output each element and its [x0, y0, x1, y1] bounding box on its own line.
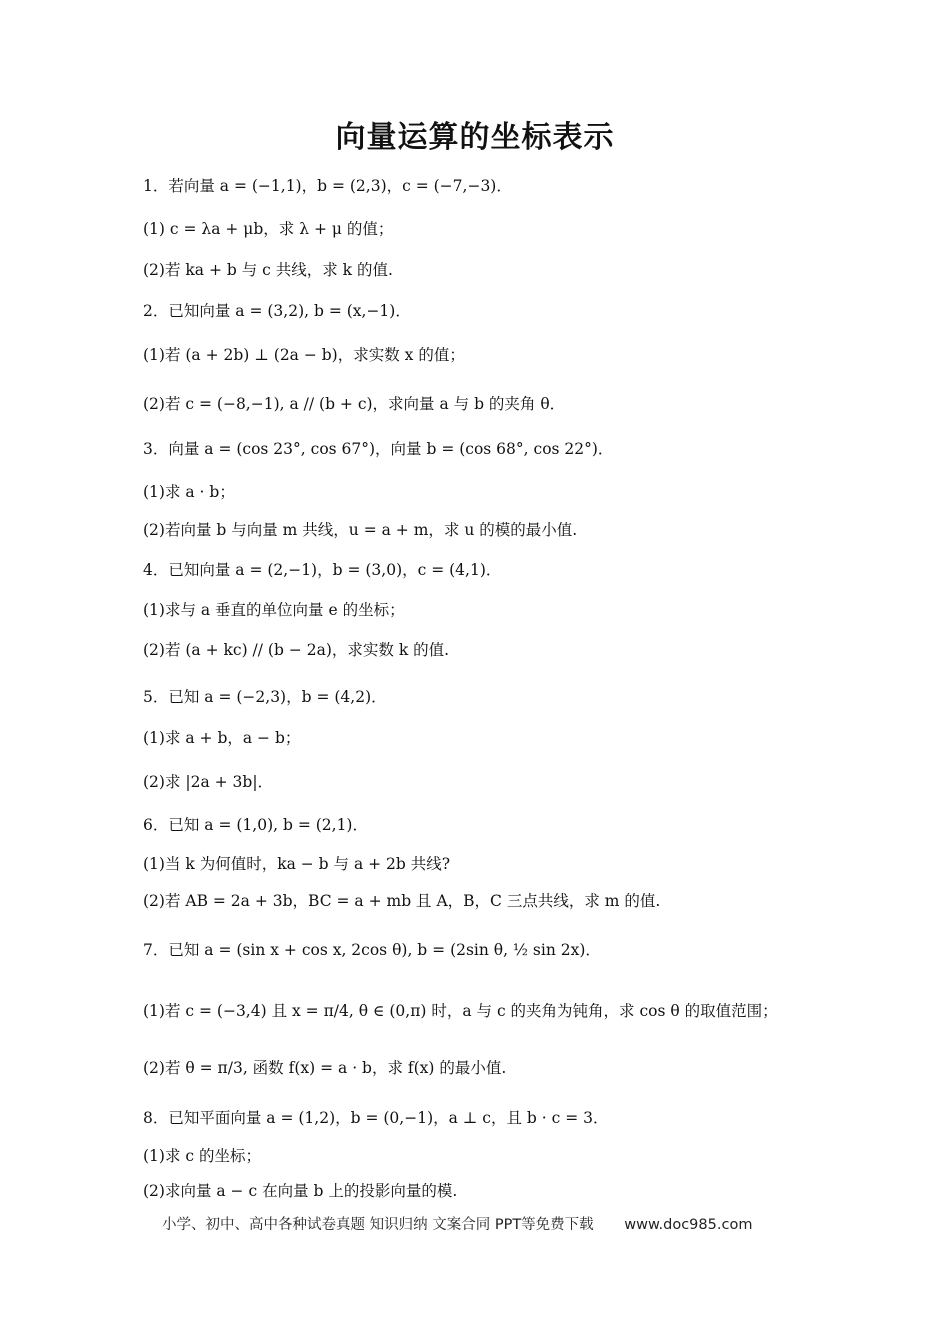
footer [162, 1213, 752, 1234]
problem-2-part-1: (1)若 (a + 2b) ⊥ (2a − b)，求实数 x 的值； [143, 346, 465, 364]
problem-8-part-1: (1)求 c 的坐标； [143, 1147, 261, 1165]
problem-7-part-1: (1)若 c = (−3,4) 且 x = π/4, θ ∈ (0,π) 时，a 与 c 的夹角为钝角，求 cos θ 的取值范围； [143, 1002, 778, 1020]
problem-4-stem: 4．已知向量 a = (2,−1)，b = (3,0)，c = (4,1)． [143, 561, 502, 579]
problem-5-part-2: (2)求 |2a + 3b|． [143, 773, 274, 791]
problem-2-part-2: (2)若 c = (−8,−1), a // (b + c)，求向量 a 与 b 的夹角 θ． [143, 395, 566, 413]
problem-3-part-2: (2)若向量 b 与向量 m 共线，u = a + m，求 u 的模的最小值. [143, 521, 578, 539]
problem-1-part-2: (2)若 ka + b 与 c 共线，求 k 的值. [143, 261, 393, 279]
problem-8-part-2: (2)求向量 a − c 在向量 b 上的投影向量的模. [143, 1182, 458, 1200]
problem-5-stem: 5．已知 a = (−2,3)，b = (4,2)． [143, 688, 387, 706]
problem-7-part-2: (2)若 θ = π/3, 函数 f(x) = a · b，求 f(x) 的最小值. [143, 1059, 507, 1077]
problem-6-part-1: (1)当 k 为何值时，ka − b 与 a + 2b 共线? [143, 855, 451, 873]
problem-3-stem: 3．向量 a = (cos 23°, cos 67°)，向量 b = (cos 68°, cos 22°)． [143, 440, 614, 458]
problem-6-part-2: (2)若 AB = 2a + 3b，BC = a + mb 且 A，B，C 三点共线，求 m 的值. [143, 892, 661, 910]
problem-1-stem: 1．若向量 a = (−1,1)，b = (2,3)，c = (−7,−3)． [143, 177, 512, 195]
problem-5-part-1: (1)求 a + b，a − b； [143, 729, 301, 747]
problem-7-stem: 7．已知 a = (sin x + cos x, 2cos θ), b = (2sin θ, ½ sin 2x)． [143, 941, 601, 959]
page-title: 向量运算的坐标表示 [335, 120, 615, 155]
problem-8-stem: 8．已知平面向量 a = (1,2)，b = (0,−1)，a ⊥ c，且 b · c = 3． [143, 1109, 609, 1127]
problem-6-stem: 6．已知 a = (1,0), b = (2,1)． [143, 816, 368, 834]
footer-text: 小学、初中、高中各种试卷真题 知识归纳 文案合同 PPT等免费下载 [162, 1217, 594, 1233]
problem-4-part-2: (2)若 (a + kc) // (b − 2a)，求实数 k 的值. [143, 641, 450, 659]
problem-4-part-1: (1)求与 a 垂直的单位向量 e 的坐标； [143, 601, 405, 619]
problem-1-part-1: (1) c = λa + μb，求 λ + μ 的值； [143, 220, 394, 238]
problem-3-part-1: (1)求 a · b； [143, 483, 235, 501]
footer-url: www.doc985.com [624, 1217, 753, 1233]
problem-2-stem: 2．已知向量 a = (3,2), b = (x,−1)． [143, 302, 411, 320]
